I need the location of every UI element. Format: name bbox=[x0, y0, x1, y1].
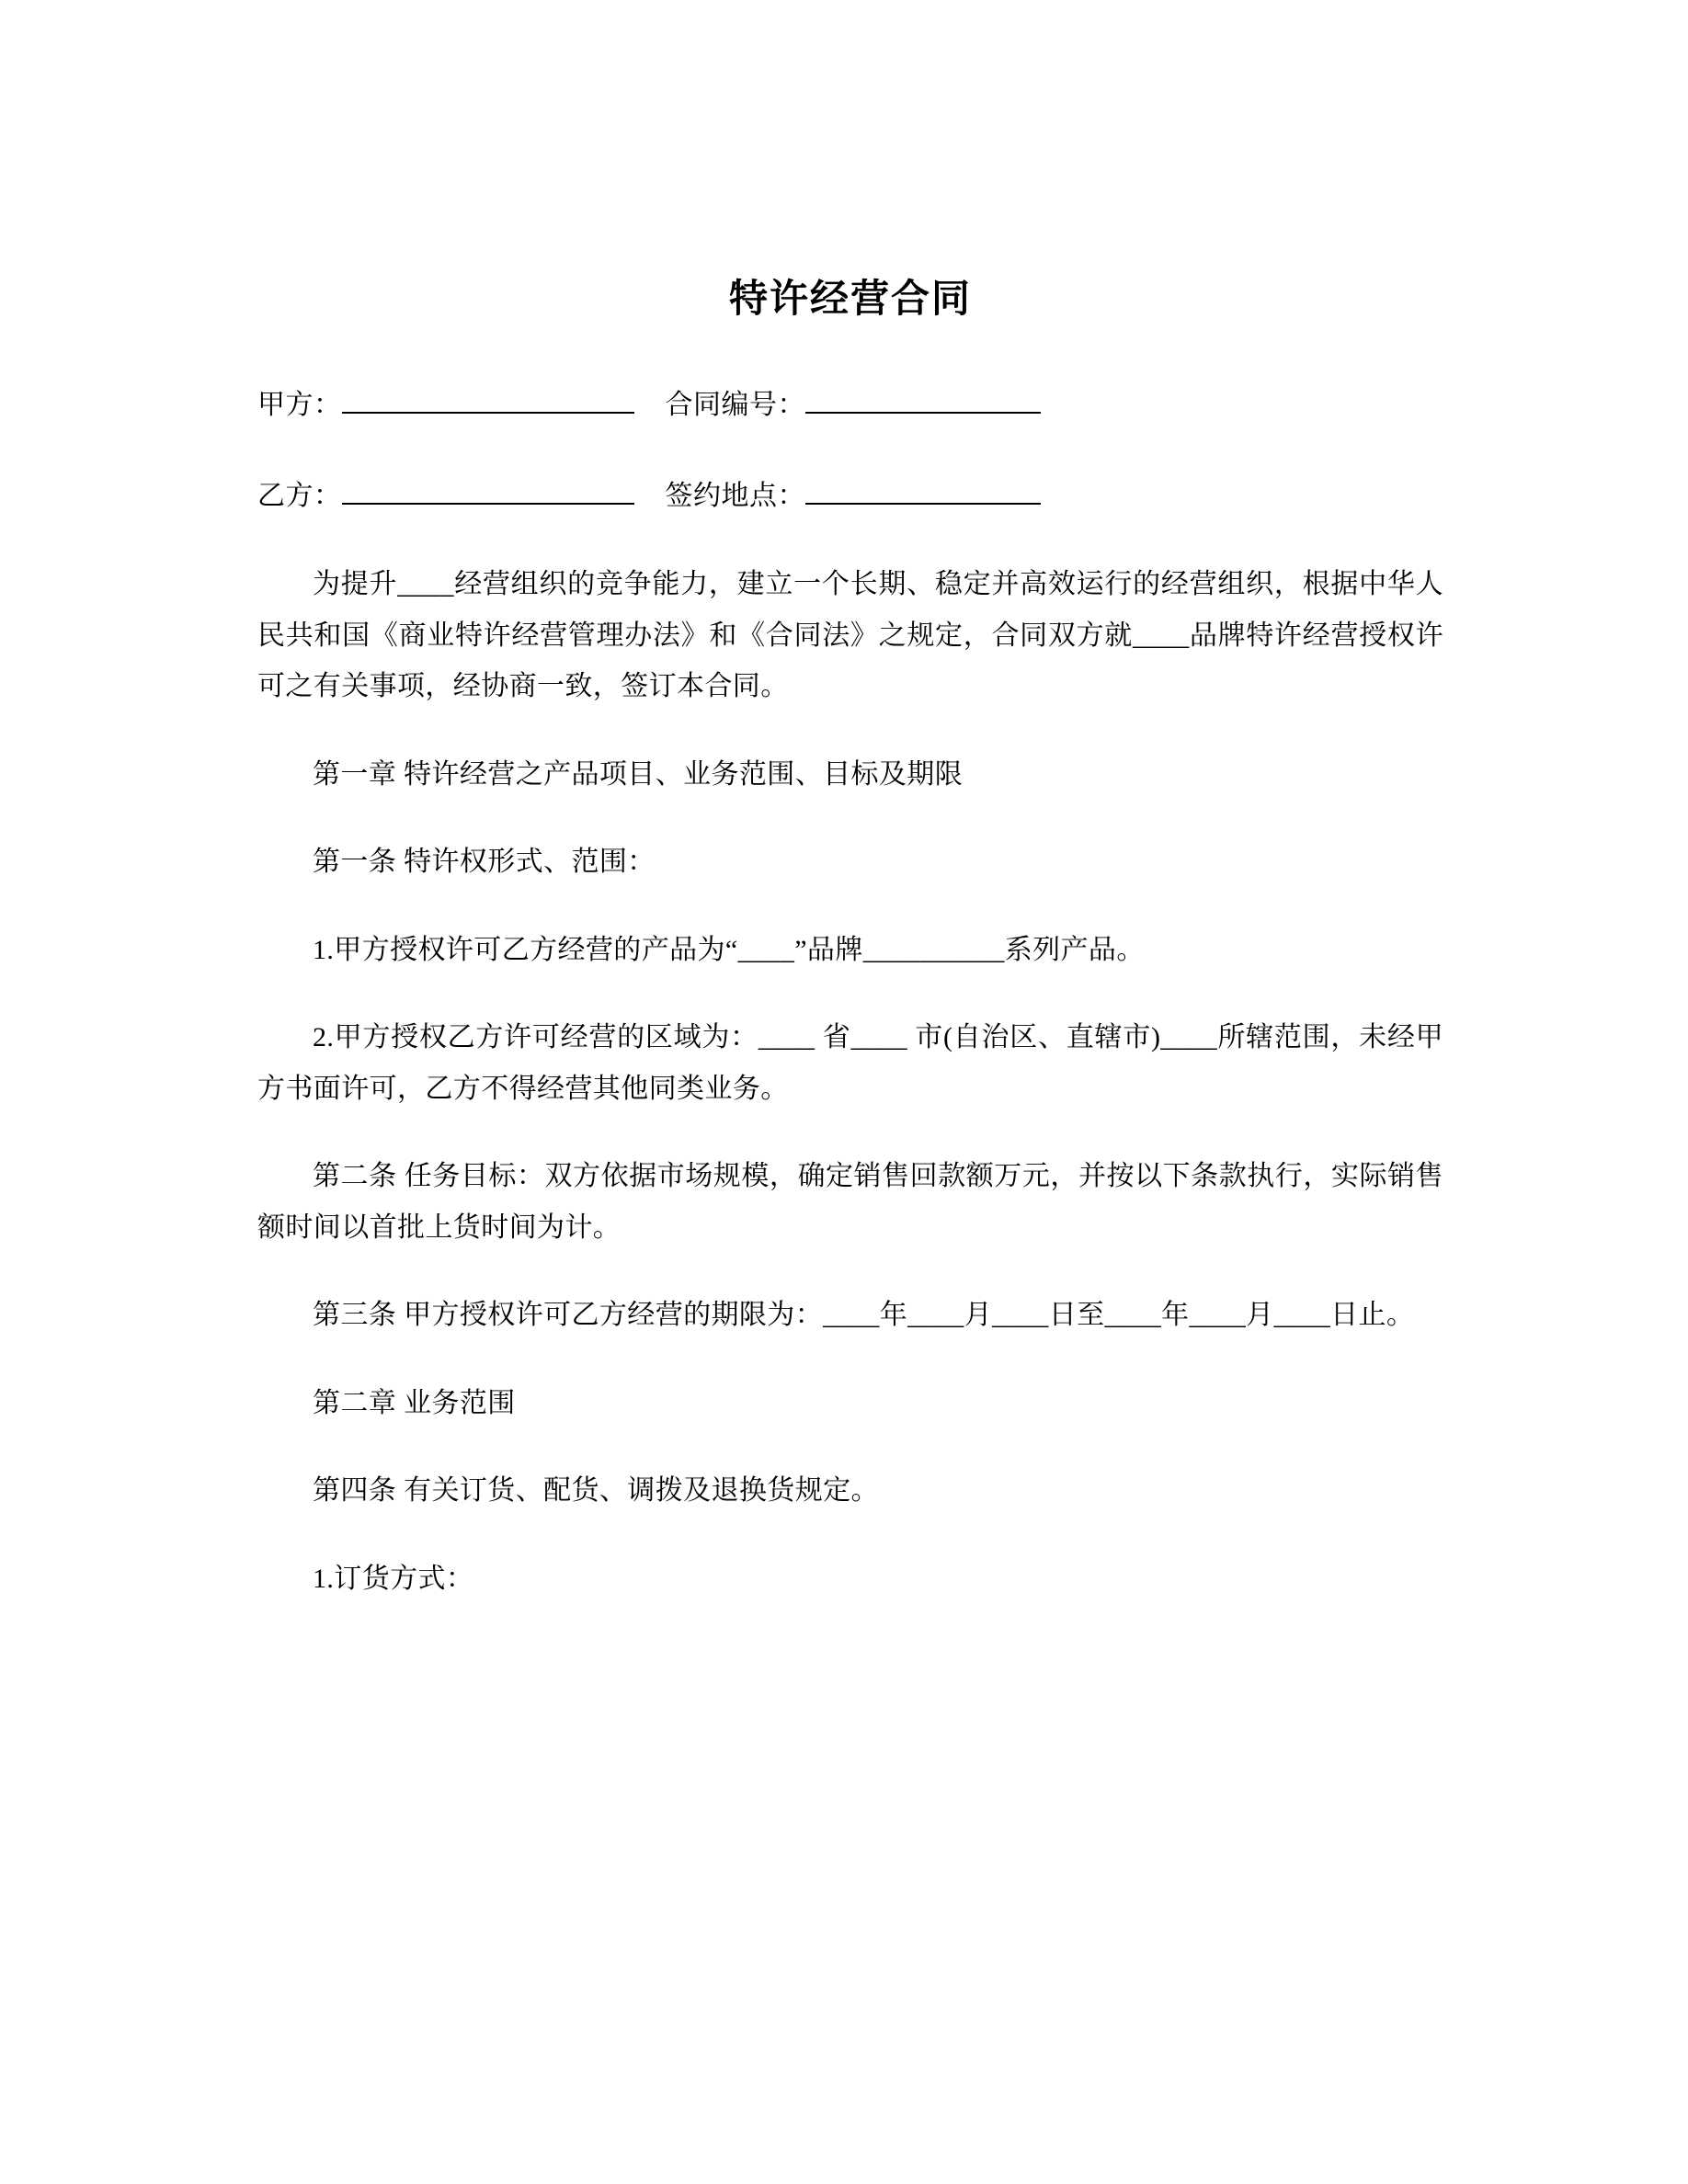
signing-place-input[interactable] bbox=[805, 475, 1041, 505]
paragraph-article-four-item-1: 1.订货方式： bbox=[313, 1563, 474, 1594]
heading-article-four: 第四条 有关订货、配货、调拨及退换货规定。 bbox=[313, 1475, 879, 1507]
party-a-label: 甲方： bbox=[257, 390, 342, 421]
page-title: 特许经营合同 bbox=[728, 277, 972, 320]
paragraph-article-one-item-2: 2.甲方授权乙方许可经营的区域为：____ 省____ 市(自治区、直辖市)____所辖范围，未经甲方书面许可，乙方不得经营其他同类业务。 bbox=[257, 1022, 1443, 1104]
signing-place-label: 签约地点： bbox=[665, 481, 805, 512]
party-a-row bbox=[257, 379, 1443, 431]
party-b-label: 乙方： bbox=[257, 481, 342, 512]
contract-number-label: 合同编号： bbox=[665, 390, 805, 421]
paragraph-preamble: 为提升____经营组织的竞争能力，建立一个长期、稳定并高效运行的经营组织，根据中华人民共和国《商业特许经营管理办法》和《合同法》之规定，合同双方就____品牌特许经营授权许可之有关事项，经协商一致，签订本合同。 bbox=[257, 569, 1443, 702]
heading-chapter-one: 第一章 特许经营之产品项目、业务范围、目标及期限 bbox=[313, 758, 964, 790]
heading-chapter-two: 第二章 业务范围 bbox=[313, 1387, 516, 1418]
paragraph-article-one-item-1: 1.甲方授权许可乙方经营的产品为“____”品牌__________系列产品。 bbox=[313, 934, 1145, 965]
party-b-input[interactable] bbox=[342, 475, 634, 505]
party-a-input[interactable] bbox=[342, 384, 634, 414]
contract-number-input[interactable] bbox=[805, 384, 1041, 414]
paragraph-article-two: 第二条 任务目标：双方依据市场规模，确定销售回款额万元，并按以下条款执行，实际销售额时间以首批上货时间为计。 bbox=[257, 1161, 1443, 1243]
heading-article-one: 第一条 特许权形式、范围： bbox=[313, 847, 656, 878]
document-content bbox=[257, 0, 1443, 1604]
paragraph-article-three: 第三条 甲方授权许可乙方经营的期限为：____年____月____日至____年____月____日止。 bbox=[313, 1300, 1415, 1331]
party-b-row bbox=[257, 470, 1443, 522]
